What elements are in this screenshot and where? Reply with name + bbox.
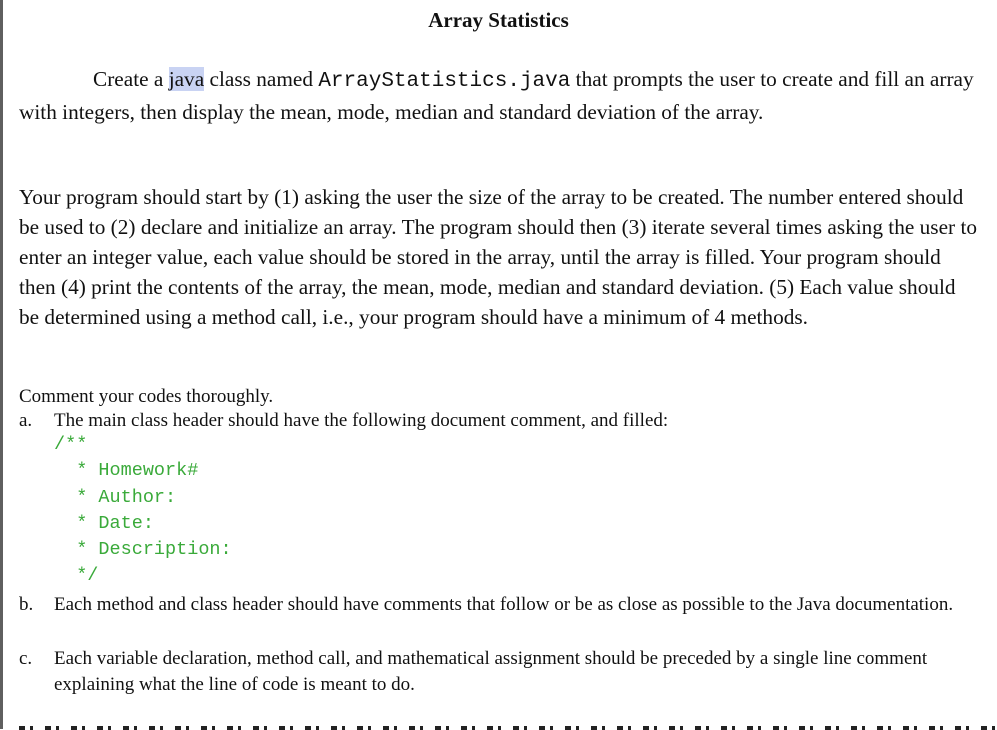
- intro-text-middle: class named: [204, 67, 319, 91]
- class-filename: ArrayStatistics.java: [318, 70, 571, 93]
- list-marker-c: c.: [19, 648, 33, 669]
- list-item-b-text: Each method and class header should have comments that follow or be as close as possible to the Java documentation.: [54, 594, 954, 615]
- intro-paragraph: [19, 64, 979, 127]
- code-line: * Date:: [54, 512, 154, 534]
- list-item-c-text: Each variable declaration, method call, and mathematical assignment should be preceded by a single line comment explaining what the line of code is meant to do.: [54, 648, 928, 695]
- intro-text-start: Create a: [93, 67, 169, 91]
- requirements-paragraph: Your program should start by (1) asking the user the size of the array to be created. The number entered should be used to (2) declare and initialize an array. The program should then (3) iterate several times asking the user to enter an integer value, each value should be stored in the array, until the array is filled. Your program should then (4) print the contents of the array, the mean, mode, median and standard deviation. (5) Each value should be determined using a method call, i.e., your program should have a minimum of 4 methods.: [19, 185, 978, 329]
- code-line: * Description:: [54, 539, 232, 561]
- code-line: * Homework#: [54, 460, 199, 482]
- code-line: * Author:: [54, 486, 177, 508]
- highlighted-word: java: [168, 67, 205, 91]
- list-item-a: [19, 408, 994, 434]
- list-marker-b: b.: [19, 594, 34, 615]
- left-border-line: [0, 0, 3, 729]
- list-item-c: [19, 646, 994, 698]
- doc-comment-code-block: [54, 432, 232, 590]
- intro-text-end: that prompts the user to create and fill an array with integers, then display the mean, mode, median and standard deviation of the array.: [19, 67, 974, 124]
- comment-instructions-heading: Comment your codes thoroughly.: [19, 386, 274, 407]
- list-item-a-text: The main class header should have the following document comment, and filled:: [54, 410, 669, 431]
- code-line: */: [54, 565, 99, 587]
- list-item-b: [19, 592, 994, 618]
- list-marker-a: a.: [19, 410, 33, 431]
- page-title: Array Statistics: [428, 8, 569, 32]
- code-line: /**: [54, 434, 88, 455]
- cut-off-text-line: [19, 716, 997, 730]
